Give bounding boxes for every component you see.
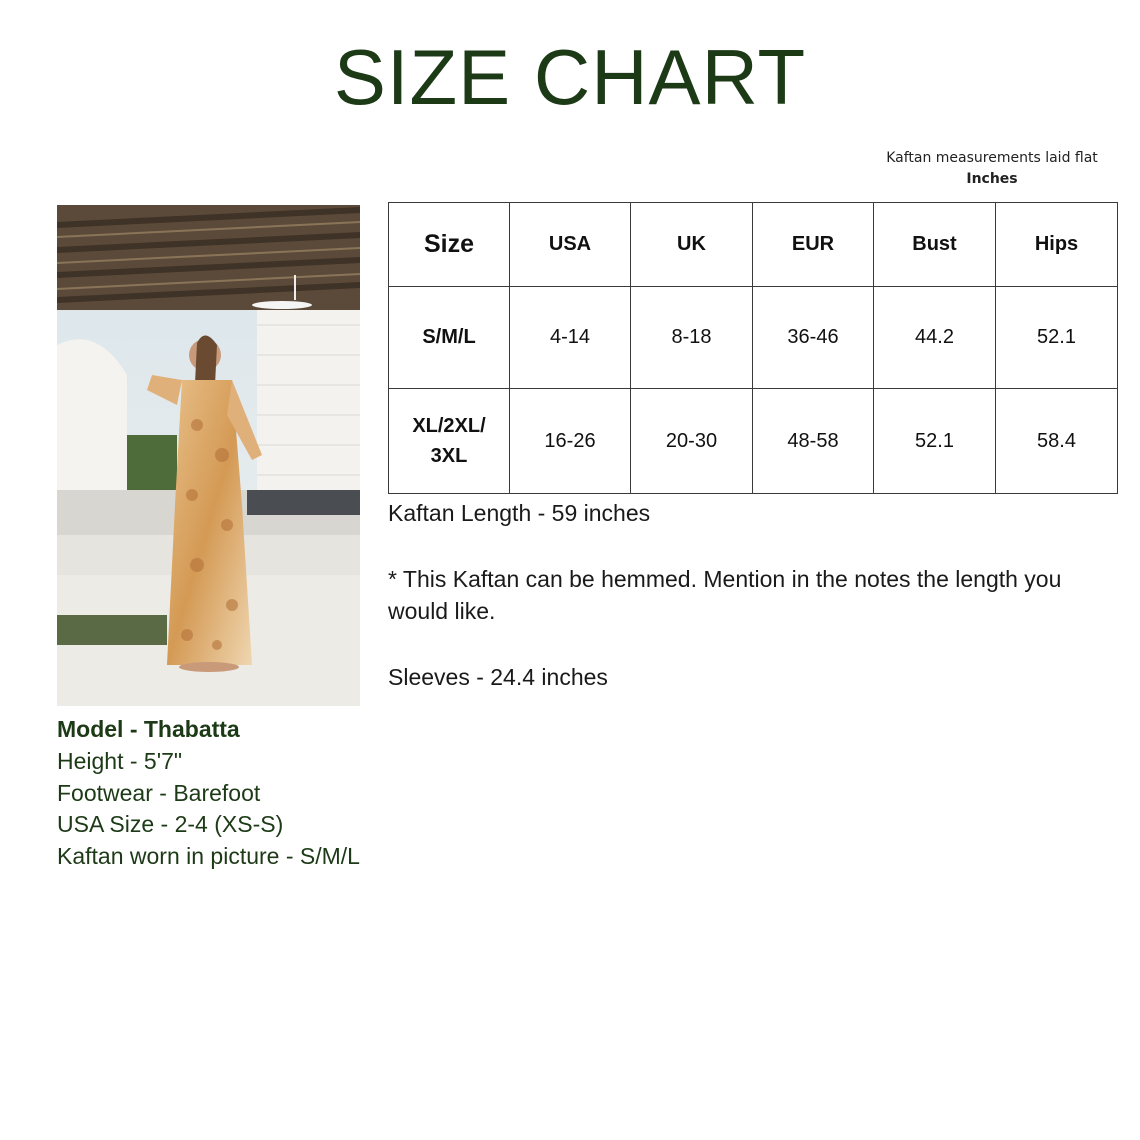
cell-bust: 52.1 xyxy=(874,389,996,494)
cell-hips: 58.4 xyxy=(996,389,1118,494)
model-usa-size: USA Size - 2-4 (XS-S) xyxy=(57,811,284,838)
measurement-note xyxy=(862,148,1122,190)
cell-size xyxy=(389,389,510,494)
table-row xyxy=(389,287,1118,389)
cell-bust: 44.2 xyxy=(874,287,996,389)
cell-hips: 52.1 xyxy=(996,287,1118,389)
cell-size: S/M/L xyxy=(389,287,510,389)
model-name: Model - Thabatta xyxy=(57,716,240,742)
cell-size-line1: XL/2XL/ xyxy=(412,415,486,437)
page-title: SIZE CHART xyxy=(333,33,807,121)
model-footwear: Footwear - Barefoot xyxy=(57,779,261,806)
cell-uk: 20-30 xyxy=(631,389,753,494)
cell-eur: 48-58 xyxy=(753,389,874,494)
table-header-row xyxy=(389,203,1118,287)
cell-usa: 4-14 xyxy=(510,287,631,389)
cell-usa: 16-26 xyxy=(510,389,631,494)
model-photo xyxy=(57,205,360,706)
model-worn-size: Kaftan worn in picture - S/M/L xyxy=(57,843,360,870)
cell-uk: 8-18 xyxy=(631,287,753,389)
size-table xyxy=(388,202,1118,494)
header-usa: USA xyxy=(510,203,631,287)
cell-eur: 36-46 xyxy=(753,287,874,389)
measurement-unit: Inches xyxy=(966,171,1018,187)
kaftan-length: Kaftan Length - 59 inches xyxy=(388,500,651,526)
model-details xyxy=(57,714,360,873)
header-bust: Bust xyxy=(874,203,996,287)
header-uk: UK xyxy=(631,203,753,287)
header-eur: EUR xyxy=(753,203,874,287)
measurement-note-text: Kaftan measurements laid flat xyxy=(886,150,1098,166)
model-height: Height - 5'7" xyxy=(57,747,183,774)
header-size: Size xyxy=(389,203,510,287)
sleeves-length: Sleeves - 24.4 inches xyxy=(388,664,608,690)
header-hips: Hips xyxy=(996,203,1118,287)
table-row xyxy=(389,389,1118,494)
hem-note: * This Kaftan can be hemmed. Mention in the notes the length you would like. xyxy=(388,566,1062,624)
cell-size-line2: 3XL xyxy=(430,445,468,467)
